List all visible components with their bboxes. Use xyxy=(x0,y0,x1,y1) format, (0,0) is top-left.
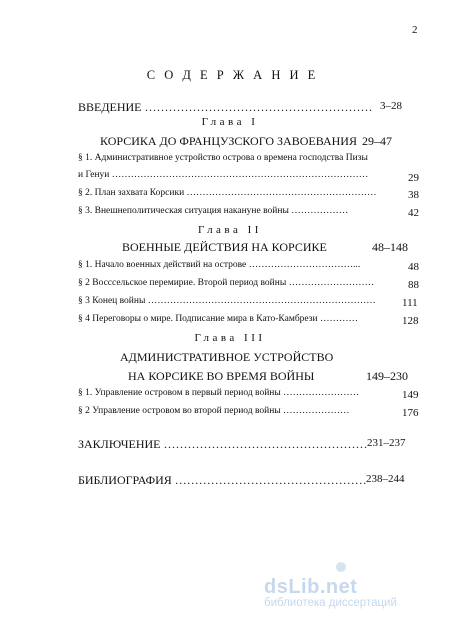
chapter-caption[interactable]: КОРСИКА ДО ФРАНЦУЗСКОГО ЗАВОЕВАНИЯ xyxy=(100,134,357,148)
entry-dots: ………………………………………………… xyxy=(144,100,373,114)
page-number: 2 xyxy=(412,24,418,36)
entry-dots: ………………………………………… xyxy=(174,473,367,487)
entry-label: БИБЛИОГРАФИЯ xyxy=(78,473,172,487)
entry-pages: 231–237 xyxy=(367,437,406,449)
chapter-pages: 29–47 xyxy=(362,134,392,148)
toc-section[interactable]: § 3 Конец войны ……………………………………………………………… xyxy=(78,296,376,306)
chapter-heading: Глава I xyxy=(201,116,259,128)
section-page: 149 xyxy=(402,389,419,401)
chapter-pages: 48–148 xyxy=(372,240,408,254)
toc-section[interactable]: § 4 Переговоры о мире. Подписание мира в Като-Камбрези ………… xyxy=(78,314,358,324)
entry-pages: 3–28 xyxy=(380,100,402,112)
section-page: 42 xyxy=(408,207,419,219)
watermark-dot-icon xyxy=(336,562,346,572)
chapter-caption-line2[interactable]: НА КОРСИКЕ ВО ВРЕМЯ ВОЙНЫ xyxy=(128,369,315,383)
entry-label: ЗАКЛЮЧЕНИЕ xyxy=(78,437,161,451)
toc-section[interactable]: § 1. Управление островом в первый период войны …………………… xyxy=(78,388,360,398)
toc-entry-bibliography[interactable] xyxy=(78,473,367,488)
entry-pages: 238–244 xyxy=(366,473,405,485)
toc-entry-intro[interactable] xyxy=(78,100,373,115)
chapter-heading: Глава II xyxy=(198,224,262,236)
section-page: 88 xyxy=(408,279,419,291)
chapter-caption-line1[interactable]: АДМИНИСТРАТИВНОЕ УСТРОЙСТВО xyxy=(120,350,334,364)
chapter-heading: Глава III xyxy=(194,332,266,344)
section-page: 111 xyxy=(402,297,418,309)
section-page: 128 xyxy=(402,315,419,327)
toc-section[interactable]: § 1. Начало военных действий на острове ……………………………... xyxy=(78,260,361,270)
chapter-pages: 149–230 xyxy=(366,369,408,383)
watermark-subtitle: библиотека диссертаций xyxy=(264,597,397,609)
section-page: 38 xyxy=(408,189,419,201)
toc-section[interactable]: § 2 Управление островом во второй период войны ………………… xyxy=(78,406,350,416)
watermark xyxy=(264,576,397,609)
toc-title: С О Д Е Р Ж А Н И Е xyxy=(146,68,319,82)
section-page: 48 xyxy=(408,261,419,273)
entry-dots: …………………………………………… xyxy=(163,437,368,451)
chapter-caption[interactable]: ВОЕННЫЕ ДЕЙСТВИЯ НА КОРСИКЕ xyxy=(122,240,327,254)
toc-section[interactable]: § 1. Административное устройство острова о времена господства Пизы xyxy=(78,153,368,163)
toc-section[interactable]: § 3. Внешнеполитическая ситуация накануне войны ……………… xyxy=(78,206,349,216)
watermark-logo: dsLib.net xyxy=(264,576,358,598)
section-page: 29 xyxy=(408,172,419,184)
section-page: 176 xyxy=(402,407,419,419)
toc-section-cont[interactable]: и Генуи ……………………………………………………………………… xyxy=(78,170,369,180)
toc-section[interactable]: § 2. План захвата Корсики …………………………………………………… xyxy=(78,188,377,198)
toc-entry-conclusion[interactable] xyxy=(78,437,368,452)
toc-section[interactable]: § 2 Восссельское перемирие. Второй период войны ……………………… xyxy=(78,278,375,288)
entry-label: ВВЕДЕНИЕ xyxy=(78,100,142,114)
